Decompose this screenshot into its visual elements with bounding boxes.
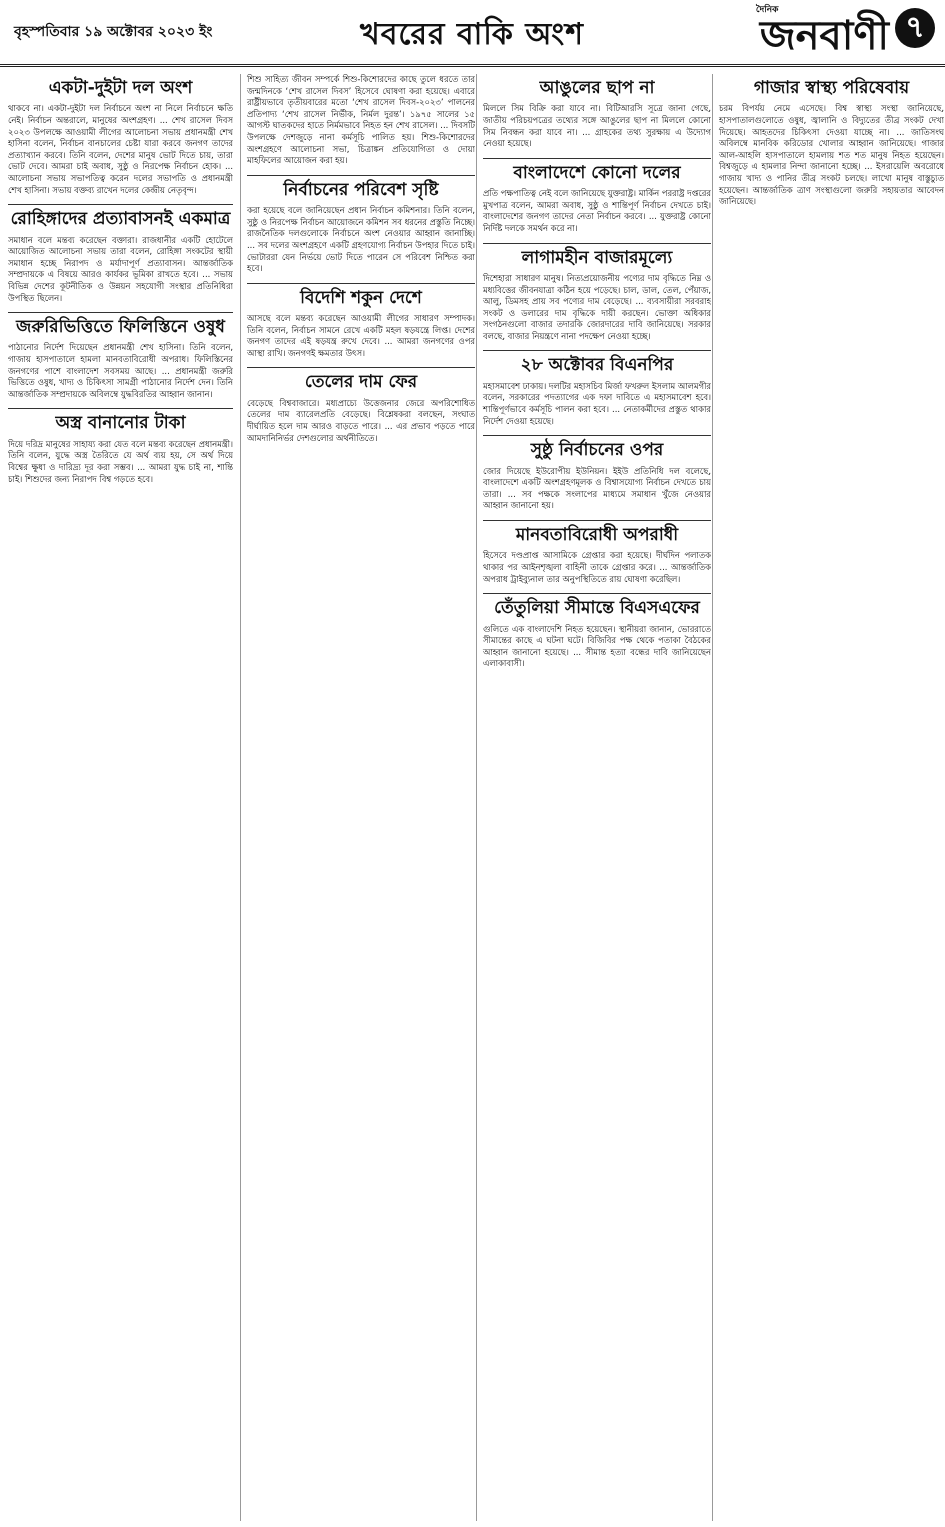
article-headline: মানবতাবিরোধী অপরাধী [483,520,711,545]
article-body: চরম বিপর্যয় নেমে এসেছে। বিশ্ব স্বাস্থ্য সংস্থা জানিয়েছে, হাসপাতালগুলোতে ওষুধ, জ্বালানি ও বিদ্যুতের তীব্র সংকট দেখা দিয়েছে। আহতদের চিকিৎসা দেওয়া যাচ্ছে না। ... জাতিসংঘ অবিলম্বে মানবিক করিডোর খোলার আহ্বান জানিয়েছে। গাজার আল-আহলি হাসপাতালে হামলায় শত শত মানুষ নিহত হয়েছেন। বিশ্বজুড়ে এ হামলার নিন্দা জানানো হচ্ছে। ... ইসরায়েলি অবরোধে গাজায় খাদ্য ও পানির তীব্র সংকট চলছে। লাখো মানুষ বাস্তুচ্যুত হয়েছেন। আন্তর্জাতিক ত্রাণ সংস্থাগুলো জরুরি সহায়তার আবেদন জানিয়েছে। [719,103,944,207]
section-title: খবরের বাকি অংশ [360,17,584,52]
article-headline: নির্বাচনের পরিবেশ সৃষ্টি [247,175,475,200]
article-body: মহাসমাবেশ ঢাকায়। দলটির মহাসচিব মির্জা ফখরুল ইসলাম আলমগীর বলেন, সরকারের পদত্যাগের এক দফা দাবিতে এ মহাসমাবেশ হবে। শান্তিপূর্ণভাবে কর্মসূচি পালন করা হবে। ... নেতাকর্মীদের প্রস্তুত থাকার নির্দেশ দেওয়া হয়েছে। [483,380,711,426]
article-lagamhin [483,243,711,343]
newspaper-logo [755,4,889,71]
article-sheikh-rasel [247,74,475,167]
article-bidesh-shokun [247,283,475,360]
article-body: জোর দিয়েছে ইউরোপীয় ইউনিয়ন। ইইউ প্রতিনিধি দল বলেছে, বাংলাদেশে একটি অংশগ্রহণমূলক ও বিশ্বাসযোগ্য নির্বাচন দেখতে চায় তারা। ... সব পক্ষকে সংলাপের মাধ্যমে সমাধান খুঁজে নেওয়ার আহ্বান জানানো হয়। [483,465,711,511]
article-headline: রোহিঙ্গাদের প্রত্যাবাসনই একমাত্র [8,204,233,229]
column-4 [712,74,944,1521]
article-body: দিশেহারা সাধারণ মানুষ। নিত্যপ্রয়োজনীয় পণ্যের দাম বৃদ্ধিতে নিম্ন ও মধ্যবিত্তের জীবনযাত্রা কঠিন হয়ে পড়েছে। চাল, ডাল, তেল, পেঁয়াজ, আলু, ডিমসহ প্রায় সব পণ্যের দাম বেড়েছে। ... ব্যবসায়ীরা সরবরাহ সংকট ও ডলারের দাম বৃদ্ধিকে দায়ী করছেন। ভোক্তা অধিকার সংগঠনগুলো বাজার তদারকি জোরদারের দাবি জানিয়েছে। সরকার বলছে, বাজার নিয়ন্ত্রণে নানা পদক্ষেপ নেওয়া হচ্ছে। [483,272,711,341]
article-body: দিয়ে দরিদ্র মানুষের সাহায্য করা যেত বলে মন্তব্য করেছেন প্রধানমন্ত্রী। তিনি বলেন, যুদ্ধে অস্ত্র তৈরিতে যে অর্থ ব্যয় হয়, সে অর্থ দিয়ে বিশ্বের ক্ষুধা ও দারিদ্র্য দূর করা সম্ভব। ... আমরা যুদ্ধ চাই না, শান্তি চাই। শিশুদের জন্য নিরাপদ বিশ্ব গড়তে হবে। [8,438,233,484]
article-headline: জরুরিভিত্তিতে ফিলিস্তিনে ওষুধ [8,312,233,337]
article-astro [8,408,233,485]
article-teler-dam [247,367,475,444]
article-body: হিসেবে দণ্ডপ্রাপ্ত আসামিকে গ্রেপ্তার করা হয়েছে। দীর্ঘদিন পলাতক থাকার পর আইনশৃঙ্খলা বাহিনী তাকে গ্রেপ্তার করে। ... আন্তর্জাতিক অপরাধ ট্রাইব্যুনাল তার অনুপস্থিতিতে রায় ঘোষণা করেছিল। [483,550,711,584]
masthead [0,0,945,67]
logo-name: জনবাণী [759,12,889,59]
article-body: বেড়েছে বিশ্ববাজারে। মধ্যপ্রাচ্যে উত্তেজনার জেরে অপরিশোধিত তেলের দাম ব্যারেলপ্রতি বেড়েছে। বিশ্লেষকরা বলছেন, সংঘাত দীর্ঘায়িত হলে দাম আরও বাড়তে পারে। ... এর প্রভাব পড়তে পারে আমদানিনির্ভর দেশগুলোর অর্থনীতিতে। [247,397,475,443]
article-body: আসছে বলে মন্তব্য করেছেন আওয়ামী লীগের সাধারণ সম্পাদক। তিনি বলেন, নির্বাচন সামনে রেখে একটি মহল ষড়যন্ত্রে লিপ্ত। দেশের জনগণ তাদের এই ষড়যন্ত্র রুখে দেবে। ... আমরা জনগণের ওপর আস্থা রাখি। জনগণই ক্ষমতার উৎস। [247,313,475,358]
article-rohingya [8,204,233,304]
article-headline: লাগামহীন বাজারমূল্যে [483,243,711,268]
article-body: প্রতি পক্ষপাতিত্ব নেই বলে জানিয়েছে যুক্তরাষ্ট্র। মার্কিন পররাষ্ট্র দপ্তরের মুখপাত্র বলেন, আমরা অবাধ, সুষ্ঠু ও শান্তিপূর্ণ নির্বাচন দেখতে চাই। বাংলাদেশের জনগণ তাদের নেতা নির্বাচন করবে। ... যুক্তরাষ্ট্র কোনো নির্দিষ্ট দলকে সমর্থন করে না। [483,188,711,233]
article-bangladesh-dol [483,158,711,235]
page-number: ৭ [895,8,935,48]
article-headline: আঙুলের ছাপ না [539,78,655,98]
article-manobota [483,520,711,585]
article-headline: অস্ত্র বানানোর টাকা [8,408,233,433]
article-tetulia [483,593,711,670]
article-body: করা হয়েছে বলে জানিয়েছেন প্রধান নির্বাচন কমিশনার। তিনি বলেন, সুষ্ঠু ও নিরপেক্ষ নির্বাচন আয়োজনে কমিশন সব ধরনের প্রস্তুতি নিচ্ছে। রাজনৈতিক দলগুলোকে নির্বাচনে অংশ নেওয়ার আহ্বান জানাচ্ছি। ... সব দলের অংশগ্রহণে একটি গ্রহণযোগ্য নির্বাচন উপহার দিতে চাই। ভোটাররা যেন নির্ভয়ে ভোট দিতে পারেন সে পরিবেশ নিশ্চিত করা হবে। [247,205,475,274]
article-headline: তেলের দাম ফের [247,367,475,392]
issue-date: বৃহস্পতিবার ১৯ অক্টোবর ২০২৩ ইং [14,24,213,40]
article-angul-chhap [483,78,711,150]
article-headline: তেঁতুলিয়া সীমান্তে বিএসএফের [483,593,711,618]
article-headline: বাংলাদেশে কোনো দলের [483,158,711,183]
article-body: থাকবে না। একটা-দুইটা দল নির্বাচনে অংশ না নিলে নির্বাচনে ক্ষতি নেই। নির্বাচন অন্তরালে, মানুষের অংশগ্রহণ। ... শেখ রাসেল দিবস ২০২৩ উপলক্ষে আওয়ামী লীগের আলোচনা সভায় প্রধানমন্ত্রী শেখ হাসিনা বলেন, নির্বাচন বানচালের চেষ্টা যারা করবে জনগণ তাদের প্রত্যাখ্যান করবে। তিনি বলেন, দেশের মানুষ ভোট দিতে চায়, তারা ভোট দেবে। আমরা চাই অবাধ, সুষ্ঠু ও নিরপেক্ষ নির্বাচন হোক। ... আলোচনা সভায় সভাপতিত্ব করেন দলের সভাপতি ও প্রধানমন্ত্রী শেখ হাসিনা। সভায় বক্তব্য রাখেন দলের কেন্দ্রীয় নেতৃবৃন্দ। [8,103,233,195]
column-2 [240,74,475,1521]
logo-prefix: দৈনিক [755,5,779,15]
article-headline: গাজার স্বাস্থ্য পরিষেবায় [753,78,910,98]
article-body: গুলিতে এক বাংলাদেশি নিহত হয়েছেন। স্থানীয়রা জানান, ভোররাতে সীমান্তের কাছে এ ঘটনা ঘটে। বিজিবির পক্ষ থেকে পতাকা বৈঠকের আহ্বান জানানো হয়েছে। ... সীমান্ত হত্যা বন্ধের দাবি জানিয়েছেন এলাকাবাসী। [483,623,711,669]
article-headline: ২৮ অক্টোবর বিএনপির [483,350,711,375]
column-1 [8,74,233,1521]
article-body: শিশু সাহিত্য জীবন সম্পর্কে শিশু-কিশোরদের কাছে তুলে ধরতে তার জন্মদিনকে ‘শেখ রাসেল দিবস’ হিসেবে ঘোষণা করা হয়েছে। এবারে রাষ্ট্রীয়ভাবে তৃতীয়বারের মতো ‘শেখ রাসেল দিবস-২০২৩’ পালনের প্রতিপাদ্য ‘শেখ রাসেল নির্ভীক, নির্মল দুরন্ত’। ১৯৭৫ সালের ১৫ আগস্ট ঘাতকদের হাতে নির্মমভাবে নিহত হন শেখ রাসেল। ... দিবসটি উপলক্ষে দেশজুড়ে নানা কর্মসূচি পালিত হয়। শিশু-কিশোরদের অংশগ্রহণে আলোচনা সভা, চিত্রাঙ্কন প্রতিযোগিতা ও দোয়া মাহফিলের আয়োজন করা হয়। [247,74,475,166]
article-body: মিললে সিম বিক্রি করা যাবে না। বিটিআরসি সূত্রে জানা গেছে, জাতীয় পরিচয়পত্রের তথ্যের সঙ্গে আঙুলের ছাপ না মিললে কোনো সিম নিবন্ধন করা যাবে না। ... গ্রাহকের তথ্য সুরক্ষায় এ উদ্যোগ নেওয়া হয়েছে। [483,103,711,149]
article-gaza-sastho [719,78,944,208]
article-headline: সুষ্ঠু নির্বাচনের ওপর [483,435,711,460]
article-headline: একটা-দুইটা দল অংশ [48,78,193,98]
article-ekta-duita [8,78,233,196]
article-sushtu [483,435,711,512]
article-filistin [8,312,233,400]
article-body: সমাধান বলে মন্তব্য করেছেন বক্তারা। রাজধানীর একটি হোটেলে আয়োজিত আলোচনা সভায় তারা বলেন, রোহিঙ্গা সংকটের স্থায়ী সমাধান হচ্ছে নিরাপদ ও মর্যাদাপূর্ণ প্রত্যাবাসন। আন্তর্জাতিক সম্প্রদায়কে এ বিষয়ে আরও কার্যকর ভূমিকা রাখতে হবে। ... সভায় বিভিন্ন দেশের কূটনীতিক ও উন্নয়ন সহযোগী সংস্থার প্রতিনিধিরা উপস্থিত ছিলেন। [8,234,233,303]
article-body: পাঠানোর নির্দেশ দিয়েছেন প্রধানমন্ত্রী শেখ হাসিনা। তিনি বলেন, গাজায় হাসপাতালে হামলা মানবতাবিরোধী অপরাধ। ফিলিস্তিনের জনগণের পাশে বাংলাদেশ সবসময় আছে। ... প্রধানমন্ত্রী জরুরি ভিত্তিতে ওষুধ, খাদ্য ও চিকিৎসা সামগ্রী পাঠানোর নির্দেশ দেন। তিনি আন্তর্জাতিক সম্প্রদায়কে অবিলম্বে যুদ্ধবিরতির আহ্বান জানান। [8,342,233,399]
article-headline: বিদেশি শকুন দেশে [247,283,475,308]
article-bnp-28 [483,350,711,427]
column-3 [476,74,711,1521]
article-nirbachon-poribesh [247,175,475,275]
